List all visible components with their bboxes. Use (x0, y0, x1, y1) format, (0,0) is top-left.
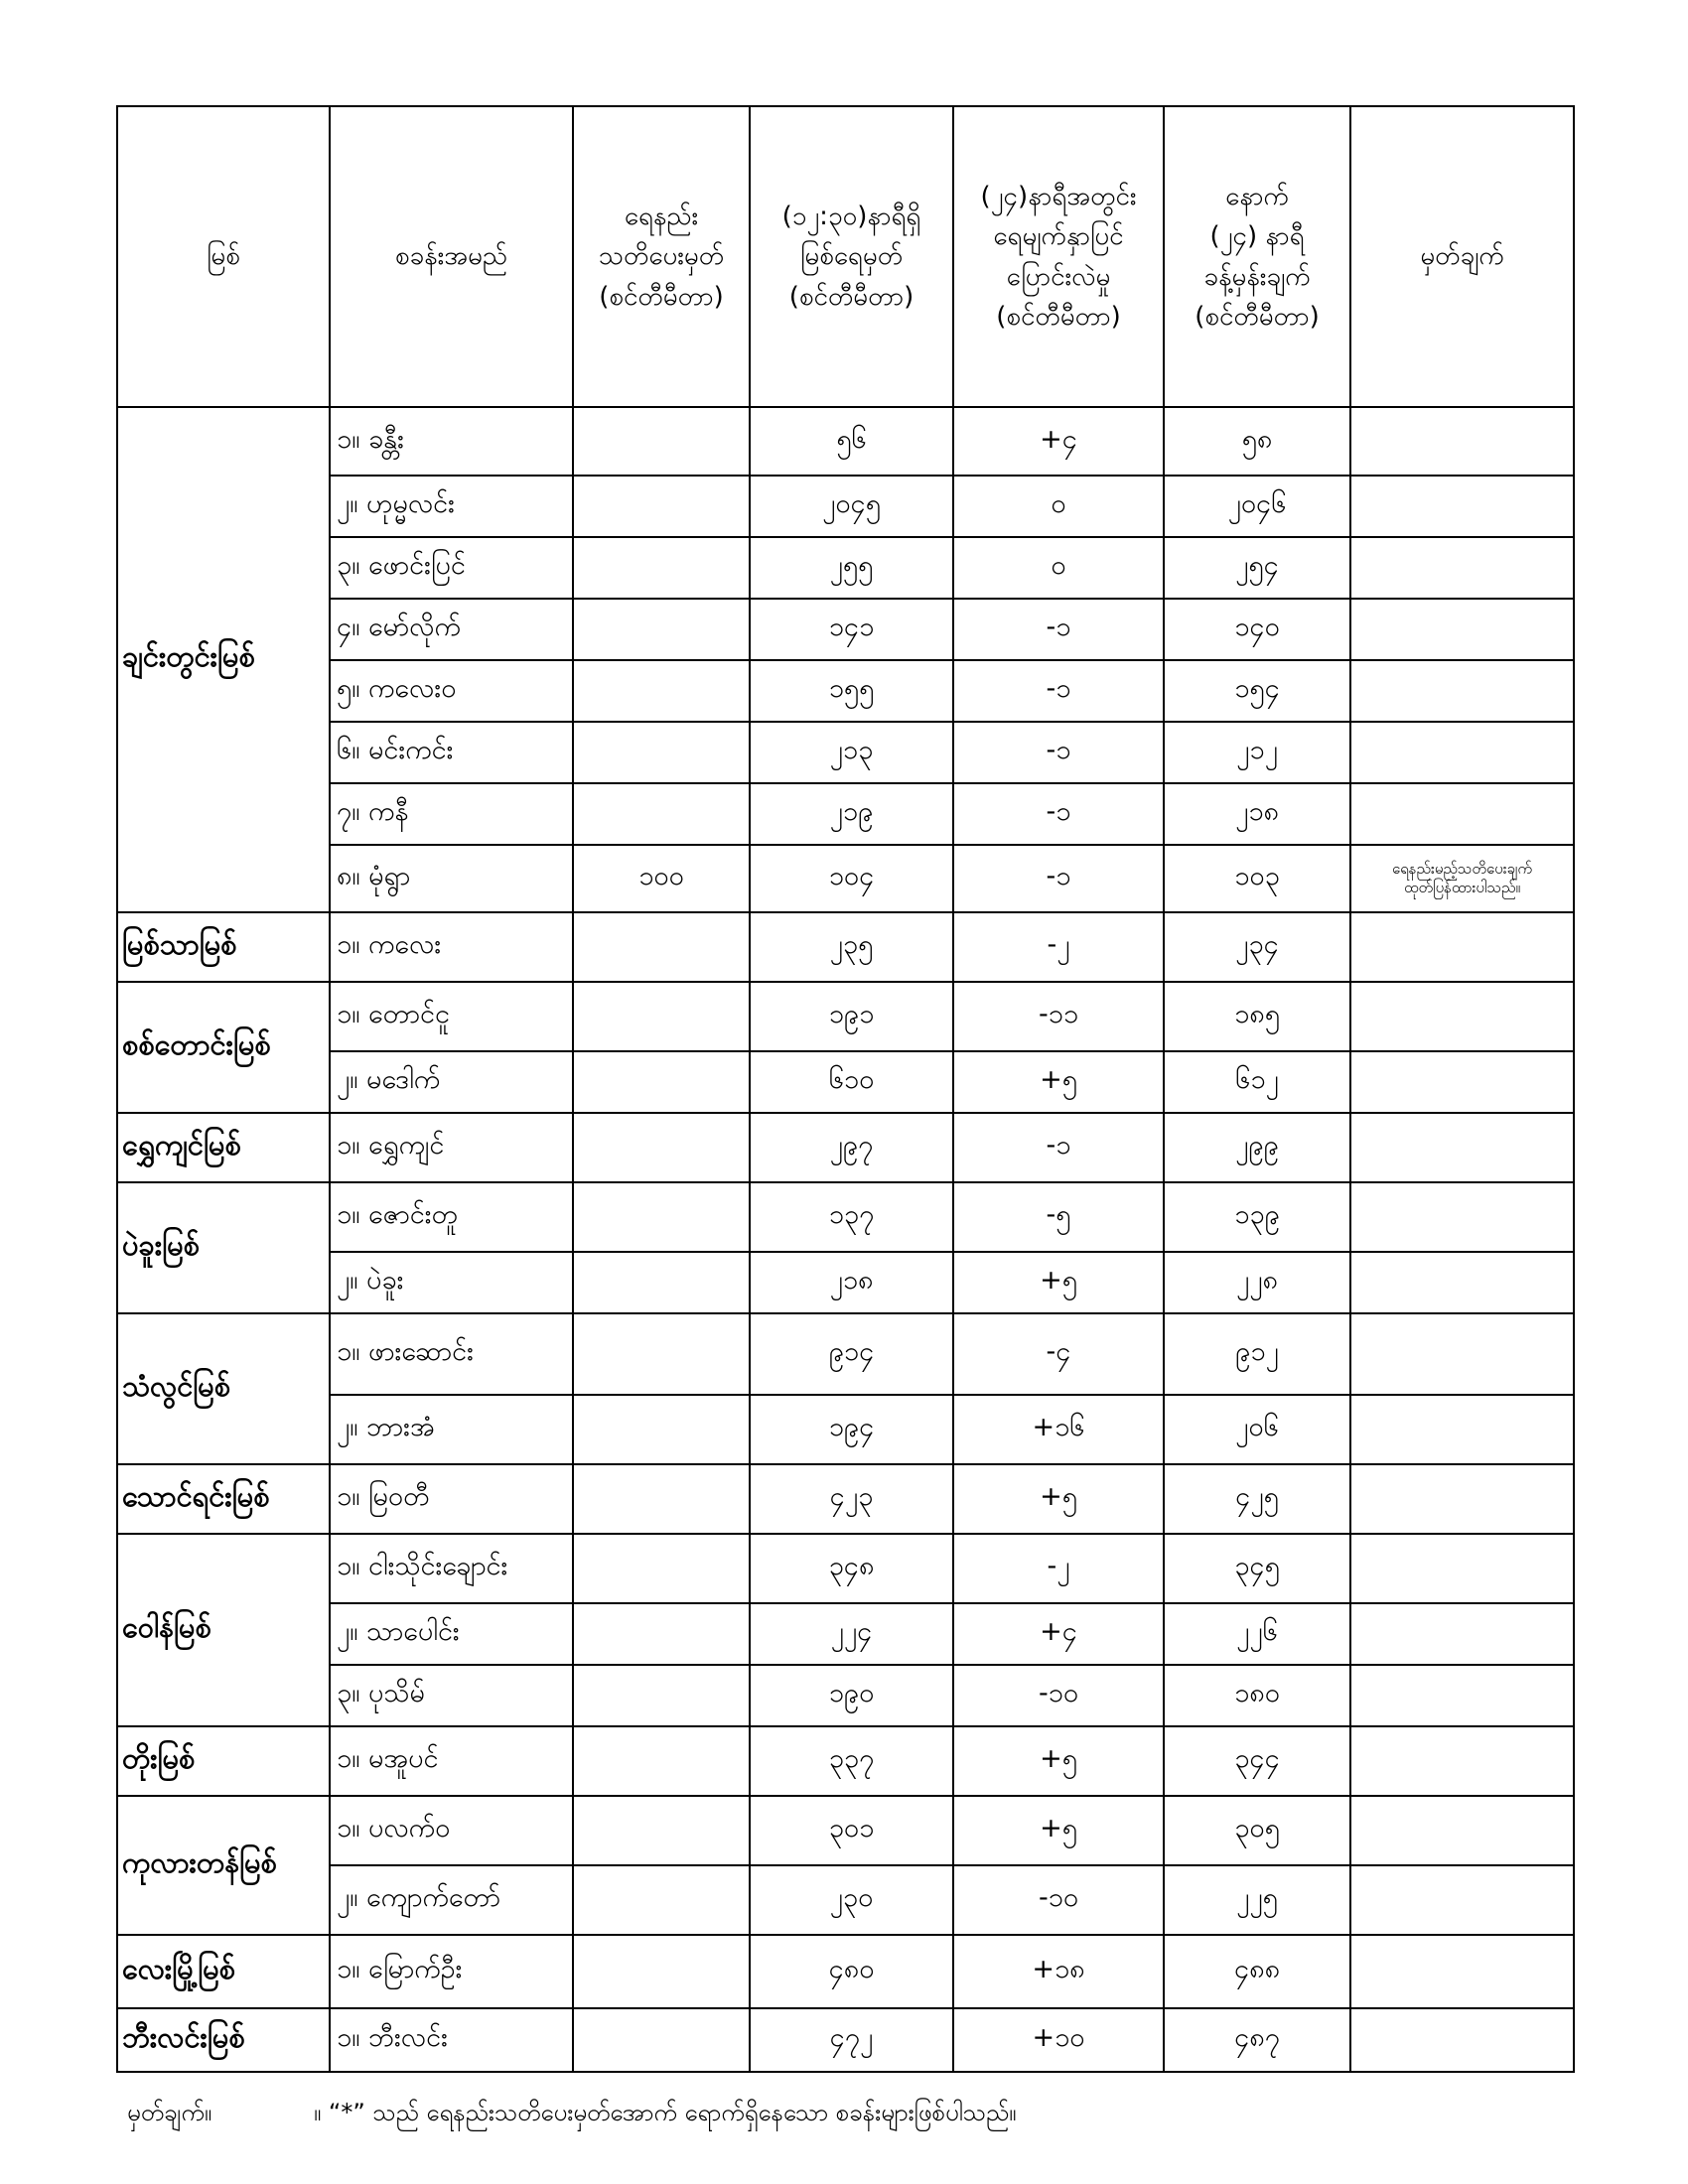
change-cell: +၁၈ (953, 1935, 1164, 2008)
station-name-cell: ၁။ တောင်ငူ (330, 982, 573, 1051)
station-name-cell: ၂။ ဘားအံ (330, 1395, 573, 1464)
station-name-cell: ၁။ ဇောင်းတူ (330, 1182, 573, 1252)
danger-level-cell (573, 1182, 750, 1252)
danger-level-cell (573, 1935, 750, 2008)
header-forecast-24h: နောက် (၂၄) နာရီ ခန့်မှန်းချက် (စင်တီမီတာ) (1164, 106, 1350, 407)
river-name-cell: တိုးမြစ် (117, 1726, 330, 1796)
water-level-cell: ၂၉၇ (750, 1113, 953, 1182)
station-name-cell: ၁။ ဖားဆောင်း (330, 1313, 573, 1395)
water-level-cell: ၃၃၇ (750, 1726, 953, 1796)
footnote (127, 2097, 1016, 2132)
station-name-cell: ၅။ ကလေးဝ (330, 660, 573, 722)
change-cell: +၅ (953, 1726, 1164, 1796)
forecast-cell: ၂၀၆ (1164, 1395, 1350, 1464)
station-name-cell: ၂။ မဒေါက် (330, 1051, 573, 1113)
forecast-cell: ၁၃၉ (1164, 1182, 1350, 1252)
remark-cell (1350, 1534, 1574, 1603)
remark-cell (1350, 1665, 1574, 1726)
water-level-cell: ၂၁၃ (750, 722, 953, 783)
change-cell: +၄ (953, 407, 1164, 476)
remark-cell (1350, 2008, 1574, 2072)
danger-level-cell (573, 1464, 750, 1534)
water-level-cell: ၉၁၄ (750, 1313, 953, 1395)
table-row (117, 982, 1574, 1051)
river-name-cell: ပဲခူးမြစ် (117, 1182, 330, 1313)
forecast-cell: ၃၀၅ (1164, 1796, 1350, 1865)
table-row (117, 783, 1574, 845)
change-cell: -၁၀ (953, 1665, 1164, 1726)
table-row (117, 722, 1574, 783)
remark-cell (1350, 599, 1574, 660)
water-level-cell: ၃၄၈ (750, 1534, 953, 1603)
station-name-cell: ၁။ ခန္တီး (330, 407, 573, 476)
water-level-cell: ၁၄၁ (750, 599, 953, 660)
water-level-cell: ၅၆ (750, 407, 953, 476)
remark-cell (1350, 1313, 1574, 1395)
water-level-cell: ၂၁၈ (750, 1252, 953, 1313)
remark-cell (1350, 1935, 1574, 2008)
remark-cell (1350, 1726, 1574, 1796)
forecast-cell: ၂၀၄၆ (1164, 476, 1350, 537)
header-row (117, 106, 1574, 407)
station-name-cell: ၁။ ငါးသိုင်းချောင်း (330, 1534, 573, 1603)
danger-level-cell (573, 407, 750, 476)
water-level-cell: ၂၃၅ (750, 912, 953, 982)
water-level-cell: ၂၂၄ (750, 1603, 953, 1665)
forecast-cell: ၄၈၈ (1164, 1935, 1350, 2008)
change-cell: ၀ (953, 476, 1164, 537)
station-name-cell: ၁။ ဘီးလင်း (330, 2008, 573, 2072)
danger-level-cell (573, 476, 750, 537)
change-cell: +၁၆ (953, 1395, 1164, 1464)
change-cell: +၁၀ (953, 2008, 1164, 2072)
forecast-cell: ၄၂၅ (1164, 1464, 1350, 1534)
danger-level-cell: ၁၀၀ (573, 845, 750, 912)
change-cell: +၅ (953, 1051, 1164, 1113)
station-name-cell: ၈။ မုံရွာ (330, 845, 573, 912)
remark-cell (1350, 1395, 1574, 1464)
header-remarks: မှတ်ချက် (1350, 106, 1574, 407)
table-row (117, 407, 1574, 476)
table-row (117, 845, 1574, 912)
station-name-cell: ၂။ ပဲခူး (330, 1252, 573, 1313)
station-name-cell: ၁။ မအူပင် (330, 1726, 573, 1796)
danger-level-cell (573, 2008, 750, 2072)
water-level-table (116, 105, 1575, 2073)
danger-level-cell (573, 537, 750, 599)
danger-level-cell (573, 1865, 750, 1935)
change-cell: -၂ (953, 1534, 1164, 1603)
table-row (117, 1665, 1574, 1726)
station-name-cell: ၁။ မြဝတီ (330, 1464, 573, 1534)
river-name-cell: ရွှေကျင်မြစ် (117, 1113, 330, 1182)
station-name-cell: ၁။ ပလက်ဝ (330, 1796, 573, 1865)
change-cell: -၁၁ (953, 982, 1164, 1051)
river-name-cell: လေးမြို့မြစ် (117, 1935, 330, 2008)
remark-cell (1350, 1796, 1574, 1865)
danger-level-cell (573, 783, 750, 845)
change-cell: -၁ (953, 722, 1164, 783)
table-row (117, 1395, 1574, 1464)
remark-cell (1350, 407, 1574, 476)
river-name-cell: ချင်းတွင်းမြစ် (117, 407, 330, 912)
danger-level-cell (573, 1665, 750, 1726)
header-station: စခန်းအမည် (330, 106, 573, 407)
change-cell: ၀ (953, 537, 1164, 599)
danger-level-cell (573, 1113, 750, 1182)
river-name-cell: ဝေါန်မြစ် (117, 1534, 330, 1726)
water-level-cell: ၄၈၀ (750, 1935, 953, 2008)
danger-level-cell (573, 1313, 750, 1395)
station-name-cell: ၂။ ကျောက်တော် (330, 1865, 573, 1935)
footnote-text: ။ “*” သည် ရေနည်းသတိပေးမှတ်အောက် ရောက်ရှိနေသော စခန်းများဖြစ်ပါသည်။ (314, 2099, 1017, 2126)
station-name-cell: ၄။ မော်လိုက် (330, 599, 573, 660)
station-name-cell: ၂။ သာပေါင်း (330, 1603, 573, 1665)
forecast-cell: ၂၂၆ (1164, 1603, 1350, 1665)
remark-cell (1350, 476, 1574, 537)
table-row (117, 660, 1574, 722)
station-name-cell: ၃။ ပုသိမ် (330, 1665, 573, 1726)
river-name-cell: မြစ်သာမြစ် (117, 912, 330, 982)
water-level-cell: ၄၂၃ (750, 1464, 953, 1534)
river-name-cell: စစ်တောင်းမြစ် (117, 982, 330, 1113)
forecast-cell: ၆၁၂ (1164, 1051, 1350, 1113)
change-cell: -၂ (953, 912, 1164, 982)
change-cell: -၄ (953, 1313, 1164, 1395)
station-name-cell: ၆။ မင်းကင်း (330, 722, 573, 783)
forecast-cell: ၂၂၅ (1164, 1865, 1350, 1935)
change-cell: -၁ (953, 1113, 1164, 1182)
remark-cell (1350, 537, 1574, 599)
water-level-cell: ၂၃၀ (750, 1865, 953, 1935)
forecast-cell: ၂၁၈ (1164, 783, 1350, 845)
danger-level-cell (573, 722, 750, 783)
table-row (117, 1796, 1574, 1865)
danger-level-cell (573, 1534, 750, 1603)
header-change-24h: (၂၄)နာရီအတွင်း ရေမျက်နှာပြင် ပြောင်းလဲမှု (စင်တီမီတာ) (953, 106, 1164, 407)
water-level-cell: ၁၉၄ (750, 1395, 953, 1464)
forecast-cell: ၉၁၂ (1164, 1313, 1350, 1395)
danger-level-cell (573, 1395, 750, 1464)
remark-cell (1350, 1182, 1574, 1252)
station-name-cell: ၁။ မြောက်ဦး (330, 1935, 573, 2008)
station-name-cell: ၇။ ကနီ (330, 783, 573, 845)
river-name-cell: သံလွင်မြစ် (117, 1313, 330, 1464)
remark-cell: ရေနည်းမည့်သတိပေးချက် ထုတ်ပြန်ထားပါသည်။ (1350, 845, 1574, 912)
table-row (117, 1534, 1574, 1603)
change-cell: +၅ (953, 1464, 1164, 1534)
change-cell: -၁ (953, 660, 1164, 722)
header-river: မြစ် (117, 106, 330, 407)
change-cell: -၁၀ (953, 1865, 1164, 1935)
remark-cell (1350, 1603, 1574, 1665)
station-name-cell: ၂။ ဟုမ္မလင်း (330, 476, 573, 537)
remark-cell (1350, 660, 1574, 722)
remark-cell (1350, 1865, 1574, 1935)
forecast-cell: ၃၄၄ (1164, 1726, 1350, 1796)
forecast-cell: ၁၀၃ (1164, 845, 1350, 912)
change-cell: +၅ (953, 1796, 1164, 1865)
table-row (117, 1726, 1574, 1796)
water-level-cell: ၄၇၂ (750, 2008, 953, 2072)
river-name-cell: ဘီးလင်းမြစ် (117, 2008, 330, 2072)
forecast-cell: ၁၈၅ (1164, 982, 1350, 1051)
table-row (117, 1935, 1574, 2008)
danger-level-cell (573, 1726, 750, 1796)
change-cell: -၅ (953, 1182, 1164, 1252)
forecast-cell: ၃၄၅ (1164, 1534, 1350, 1603)
water-level-cell: ၁၅၅ (750, 660, 953, 722)
water-level-cell: ၁၀၄ (750, 845, 953, 912)
danger-level-cell (573, 912, 750, 982)
remark-cell (1350, 982, 1574, 1051)
table-row (117, 1464, 1574, 1534)
river-name-cell: ကုလားတန်မြစ် (117, 1796, 330, 1935)
water-level-cell: ၂၅၅ (750, 537, 953, 599)
water-level-cell: ၃၀၁ (750, 1796, 953, 1865)
remark-cell (1350, 1252, 1574, 1313)
water-level-cell: ၂၁၉ (750, 783, 953, 845)
table-row (117, 1051, 1574, 1113)
danger-level-cell (573, 599, 750, 660)
station-name-cell: ၁။ ကလေး (330, 912, 573, 982)
danger-level-cell (573, 1051, 750, 1113)
remark-cell (1350, 1051, 1574, 1113)
change-cell: +၅ (953, 1252, 1164, 1313)
danger-level-cell (573, 1796, 750, 1865)
danger-level-cell (573, 1603, 750, 1665)
table-row (117, 476, 1574, 537)
forecast-cell: ၂၁၂ (1164, 722, 1350, 783)
table-row (117, 599, 1574, 660)
table-row (117, 912, 1574, 982)
water-level-cell: ၁၃၇ (750, 1182, 953, 1252)
table-row (117, 1113, 1574, 1182)
table-row (117, 1865, 1574, 1935)
water-level-cell: ၂၀၄၅ (750, 476, 953, 537)
water-level-cell: ၁၉၁ (750, 982, 953, 1051)
header-danger-level: ရေနည်း သတိပေးမှတ် (စင်တီမီတာ) (573, 106, 750, 407)
table-row (117, 537, 1574, 599)
table-row (117, 2008, 1574, 2072)
header-water-level: (၁၂:၃၀)နာရီရှိ မြစ်ရေမှတ် (စင်တီမီတာ) (750, 106, 953, 407)
station-name-cell: ၃။ ဖောင်းပြင် (330, 537, 573, 599)
forecast-cell: ၁၄၀ (1164, 599, 1350, 660)
remark-cell (1350, 912, 1574, 982)
table-row (117, 1252, 1574, 1313)
remark-cell (1350, 1113, 1574, 1182)
water-level-sheet (116, 105, 1573, 2073)
change-cell: -၁ (953, 783, 1164, 845)
water-level-cell: ၁၉၀ (750, 1665, 953, 1726)
danger-level-cell (573, 660, 750, 722)
danger-level-cell (573, 982, 750, 1051)
table-row (117, 1603, 1574, 1665)
danger-level-cell (573, 1252, 750, 1313)
change-cell: -၁ (953, 599, 1164, 660)
footnote-label: မှတ်ချက်။ (127, 2099, 212, 2126)
river-name-cell: သောင်ရင်းမြစ် (117, 1464, 330, 1534)
remark-cell (1350, 1464, 1574, 1534)
forecast-cell: ၁၈၀ (1164, 1665, 1350, 1726)
change-cell: -၁ (953, 845, 1164, 912)
station-name-cell: ၁။ ရွှေကျင် (330, 1113, 573, 1182)
forecast-cell: ၂၉၉ (1164, 1113, 1350, 1182)
table-row (117, 1182, 1574, 1252)
forecast-cell: ၁၅၄ (1164, 660, 1350, 722)
forecast-cell: ၂၃၄ (1164, 912, 1350, 982)
change-cell: +၄ (953, 1603, 1164, 1665)
forecast-cell: ၅၈ (1164, 407, 1350, 476)
remark-cell (1350, 783, 1574, 845)
table-body (117, 407, 1574, 2072)
table-row (117, 1313, 1574, 1395)
forecast-cell: ၂၅၄ (1164, 537, 1350, 599)
forecast-cell: ၄၈၇ (1164, 2008, 1350, 2072)
remark-cell (1350, 722, 1574, 783)
water-level-cell: ၆၁၀ (750, 1051, 953, 1113)
forecast-cell: ၂၂၈ (1164, 1252, 1350, 1313)
